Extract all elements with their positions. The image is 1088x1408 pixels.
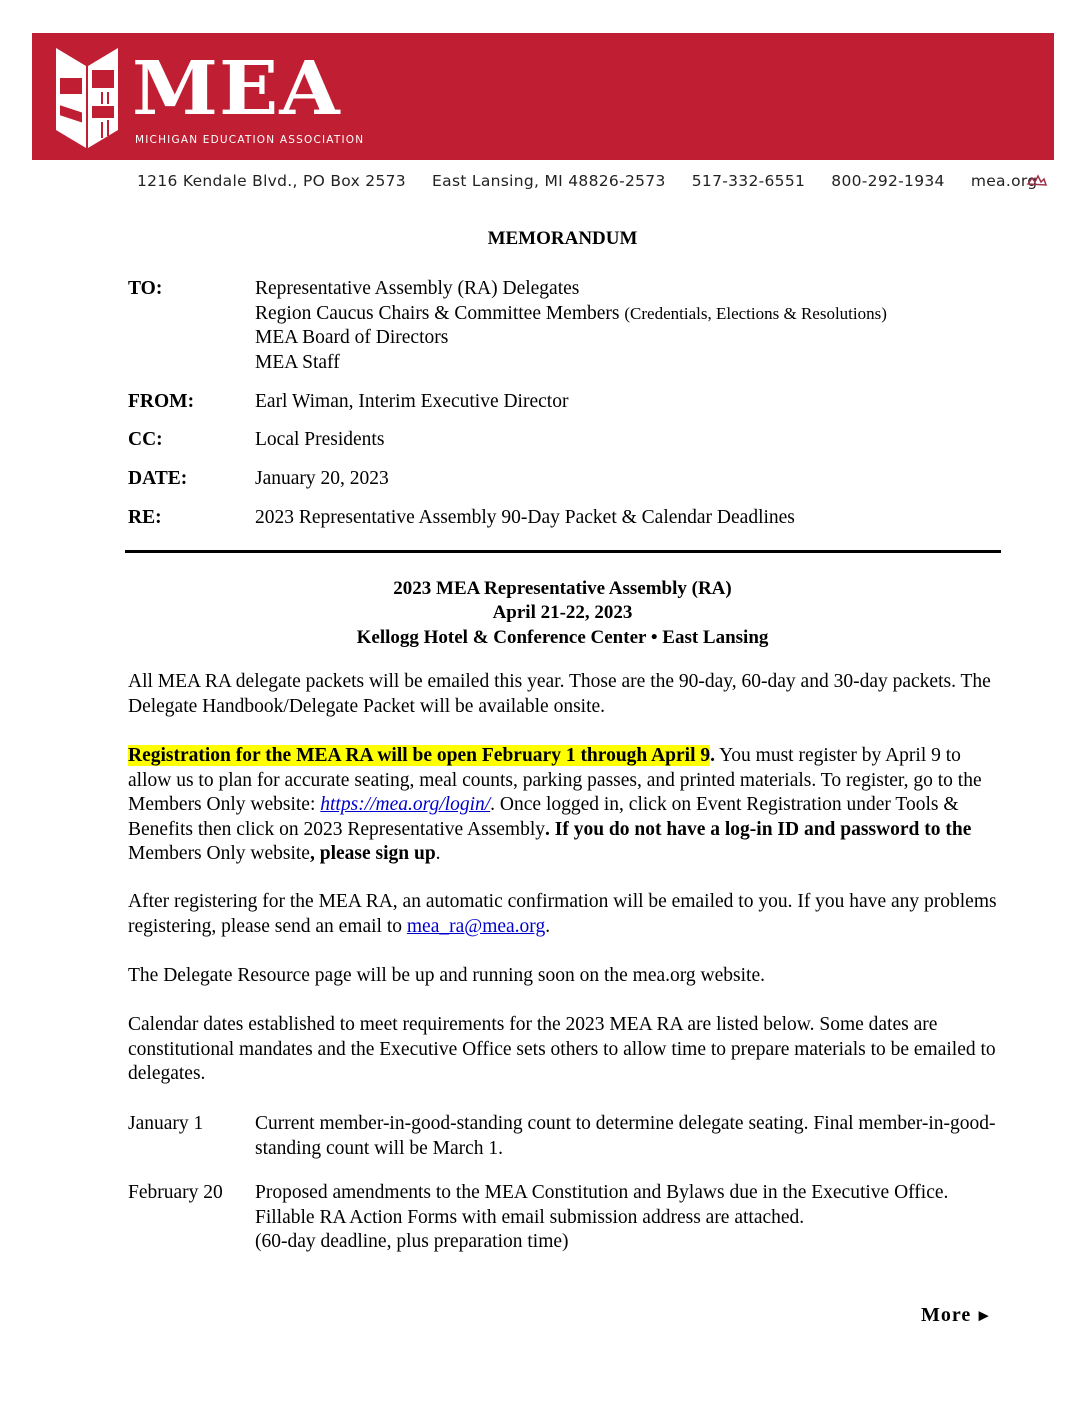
to-recipient: [255, 302, 887, 327]
to-label: TO:: [128, 278, 163, 299]
bold-text: . If you do not have a log-in ID and password to the: [545, 818, 972, 840]
text: .: [545, 915, 551, 937]
venue-city: East Lansing: [657, 627, 769, 648]
date-label: DATE:: [128, 468, 188, 489]
to-recipient-note: (Credentials, Elections & Resolutions): [624, 303, 887, 323]
text: .: [435, 843, 441, 864]
period: .: [710, 745, 715, 766]
letterhead-banner: [32, 33, 1054, 160]
header-divider: [125, 550, 1001, 553]
cc-label: CC:: [128, 429, 163, 450]
text: After registering for the MEA RA, an automatic confirmation will be emailed to you. If you have any problems registering, please send an email to: [128, 891, 997, 937]
paragraph-packets: All MEA RA delegate packets will be emailed this year. Those are the 90-day, 60-day and 30-day packets. The Delegate Handbook/Delegate Packet will be available onsite.: [128, 671, 991, 717]
calendar-date: February 20: [128, 1182, 223, 1203]
calendar-date: January 1: [128, 1113, 204, 1134]
calendar-description: Current member-in-good-standing count to determine delegate seating. Final member-in-good-standing count will be March 1.: [255, 1113, 996, 1159]
re-label: RE:: [128, 507, 162, 528]
event-venue: [0, 625, 1088, 650]
book-shield-icon: [56, 48, 118, 148]
paragraph-resource-page: The Delegate Resource page will be up and running soon on the mea.org website.: [128, 965, 765, 986]
text: Members Only website: [128, 843, 310, 864]
calendar-description: [255, 1181, 1005, 1255]
registration-highlight: Registration for the MEA RA will be open February 1 through April 9: [128, 745, 711, 766]
logo-wordmark: MEA: [132, 46, 341, 132]
address-line: 1216 Kendale Blvd., PO Box 2573 East Lansing, MI 48826-2573 517-332-6551 800-292-1934 mea.org: [137, 172, 1038, 190]
login-link[interactable]: https://mea.org/login/: [320, 794, 491, 815]
calendar-note: (60-day deadline, plus preparation time): [255, 1231, 569, 1252]
paragraph-calendar-intro: Calendar dates established to meet requirements for the 2023 MEA RA are listed below. Some dates are constitutional mandates and the Executive Office sets others to allow time to prepare materials to be emailed to delegates.: [128, 1014, 996, 1084]
paragraph-confirmation: [128, 890, 1008, 939]
text: You must register by April 9 to allow us to plan for accurate seating, meal counts, parking passes, and printed materials. To register, go to the Members Only website:: [128, 745, 982, 815]
play-arrow-icon: ►: [975, 1306, 994, 1325]
logo-subtitle: MICHIGAN EDUCATION ASSOCIATION: [135, 134, 365, 146]
event-dates: April 21-22, 2023: [492, 602, 633, 623]
calendar-description-text: Proposed amendments to the MEA Constitution and Bylaws due in the Executive Office. Fillable RA Action Forms with email submission address are attached.: [255, 1182, 949, 1228]
from-value: Earl Wiman, Interim Executive Director: [255, 391, 569, 412]
re-value: 2023 Representative Assembly 90-Day Packet & Calendar Deadlines: [255, 507, 795, 528]
memo-title: MEMORANDUM: [487, 228, 638, 249]
to-recipient: MEA Board of Directors: [255, 327, 449, 348]
more-indicator[interactable]: [921, 1304, 993, 1327]
event-title: 2023 MEA Representative Assembly (RA): [393, 578, 732, 599]
cc-value: Local Presidents: [255, 429, 385, 450]
text: . Once logged in, click on Event Registration under Tools & Benefits then click on 2023 Representative Assembly: [128, 794, 959, 840]
to-recipient: Representative Assembly (RA) Delegates: [255, 278, 580, 299]
to-recipients: [255, 277, 887, 375]
paragraph-registration: [128, 744, 1008, 867]
union-label-icon: [1026, 174, 1048, 188]
more-label: More: [921, 1304, 972, 1326]
venue-name: Kellogg Hotel & Conference Center: [356, 627, 651, 648]
from-label: FROM:: [128, 391, 195, 412]
bullet-icon: •: [650, 627, 658, 648]
bold-text: , please sign up: [309, 843, 436, 864]
to-recipient-text: Region Caucus Chairs & Committee Members: [255, 302, 625, 324]
email-link[interactable]: mea_ra@mea.org: [406, 915, 546, 937]
date-value: January 20, 2023: [255, 468, 389, 489]
to-recipient: MEA Staff: [255, 351, 340, 373]
